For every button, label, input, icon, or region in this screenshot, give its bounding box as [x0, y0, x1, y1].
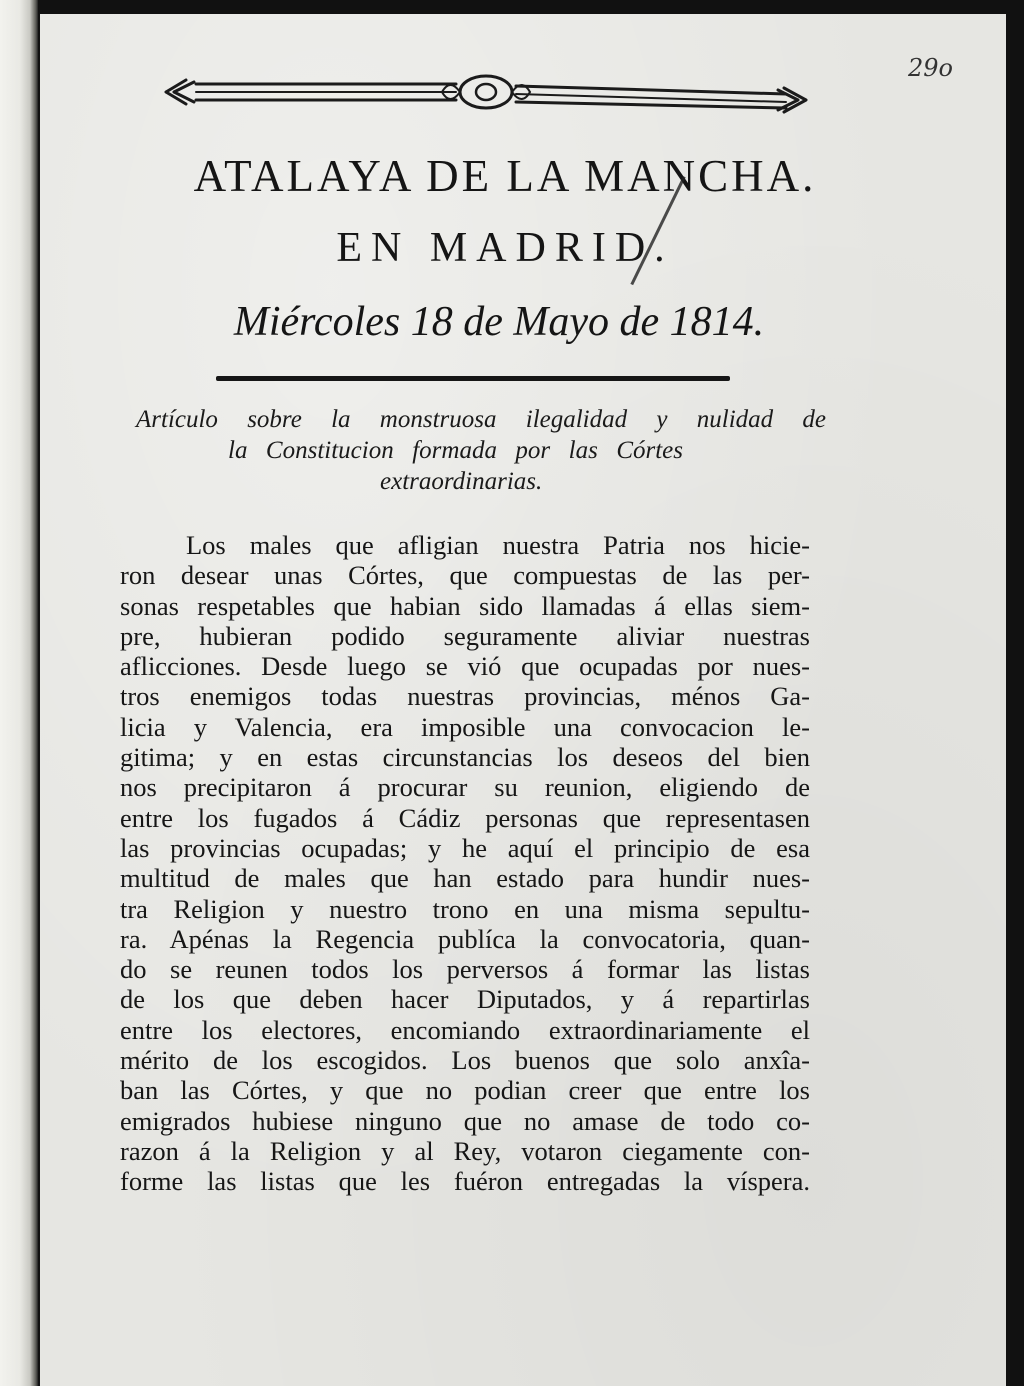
body-line: forme las listas que les fuéron entregadas la víspera. — [120, 1166, 810, 1197]
body-line: emigrados hubiese ninguno que no amase de todo co- — [120, 1105, 810, 1136]
body-line: las provincias ocupadas; y he aquí el principio de esa — [120, 832, 810, 863]
body-line: sonas respetables que habian sido llamadas á ellas siem- — [120, 590, 810, 621]
body-line: entre los fugados á Cádiz personas que representasen — [120, 802, 810, 833]
body-line: mérito de los escogidos. Los buenos que solo anxîa- — [120, 1045, 810, 1076]
body-line: pre, hubieran podido seguramente aliviar nuestras — [120, 620, 810, 651]
body-line: aflicciones. Desde luego se vió que ocupadas por nues- — [120, 651, 810, 682]
body-line: ra. Apénas la Regencia publíca la convocatoria, quan- — [120, 923, 810, 954]
body-line: do se reunen todos los perversos á formar las listas — [120, 954, 810, 985]
title-divider — [216, 376, 730, 381]
body-line: licia y Valencia, era imposible una convocacion le- — [120, 711, 810, 742]
body-line: tros enemigos todas nuestras provincias, ménos Ga- — [120, 681, 810, 712]
body-line: gitima; y en estas circunstancias los deseos del bien — [120, 742, 810, 773]
body-line: de los que deben hacer Diputados, y á repartirlas — [120, 984, 810, 1015]
body-line: ban las Córtes, y que no podian creer que entre los — [120, 1075, 810, 1106]
article-heading-line: la Constitucion formada por las Córtes — [228, 437, 683, 464]
header-ornament-rule — [156, 70, 816, 114]
body-line: multitud de males que han estado para hundir nues- — [120, 863, 810, 894]
body-line: razon á la Religion y al Rey, votaron ciegamente con- — [120, 1135, 810, 1166]
body-line: tra Religion y nuestro trono en una misma sepultu- — [120, 893, 810, 924]
newspaper-subtitle: EN MADRID. — [336, 225, 674, 271]
newspaper-title: ATALAYA DE LA MANCHA. — [193, 151, 817, 201]
body-line: nos precipitaron á procurar su reunion, eligiendo de — [120, 772, 810, 803]
folio-number: 29o — [908, 54, 953, 82]
article-heading-line: Artículo sobre la monstruosa ilegalidad y nulidad de — [136, 406, 826, 433]
body-line: ron desear unas Córtes, que compuestas de las per- — [120, 560, 810, 591]
article-heading — [136, 404, 826, 497]
issue-date: Miércoles 18 de Mayo de 1814. — [233, 299, 765, 345]
scan-border — [1006, 0, 1024, 1386]
article-heading-line: extraordinarias. — [380, 468, 543, 495]
previous-page-edge — [0, 0, 38, 1386]
newspaper-page — [40, 14, 1006, 1386]
article-body — [120, 530, 810, 1197]
body-line: entre los electores, encomiando extraordinariamente el — [120, 1014, 810, 1045]
body-line: Los males que afligian nuestra Patria nos hicie- — [186, 530, 810, 560]
